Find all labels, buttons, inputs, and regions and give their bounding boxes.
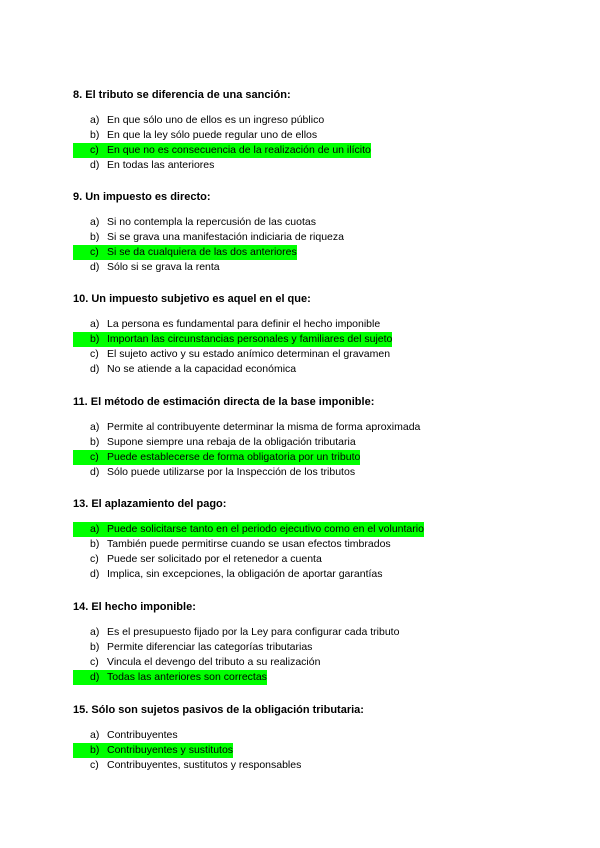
option-item <box>73 215 344 230</box>
option-letter: b) <box>90 231 100 243</box>
option-item <box>73 758 364 773</box>
option-letter: d) <box>90 363 100 375</box>
option-text: Implica, sin excepciones, la obligación de aportar garantías <box>107 568 383 580</box>
option-text: En que la ley sólo puede regular uno de ellos <box>107 129 318 141</box>
option-text: Permite al contribuyente determinar la misma de forma aproximada <box>107 421 421 433</box>
option-text: Contribuyentes <box>107 729 178 741</box>
option-list <box>73 317 392 377</box>
option-letter: a) <box>90 114 100 126</box>
option-text: Contribuyentes, sustitutos y responsables <box>107 759 302 771</box>
option-item <box>73 128 371 143</box>
question-title: 15. Sólo son sujetos pasivos de la obligación tributaria: <box>73 704 364 716</box>
option-text: Supone siempre una rebaja de la obligación tributaria <box>107 436 356 448</box>
option-letter: b) <box>90 129 100 141</box>
option-letter: c) <box>90 144 99 156</box>
option-item <box>73 317 392 332</box>
option-list <box>73 728 364 773</box>
question-11 <box>73 395 420 480</box>
question-15 <box>73 703 364 773</box>
option-text: El sujeto activo y su estado anímico determinan el gravamen <box>107 348 391 360</box>
option-letter: c) <box>90 451 99 463</box>
option-text: En que sólo uno de ellos es un ingreso público <box>107 114 325 126</box>
option-text: Puede ser solicitado por el retenedor a cuenta <box>107 553 322 565</box>
option-text: Sólo puede utilizarse por la Inspección de los tributos <box>107 466 356 478</box>
question-title: 14. El hecho imponible: <box>73 601 196 613</box>
option-letter: a) <box>90 729 100 741</box>
option-item <box>73 670 267 685</box>
option-text: Si no contempla la repercusión de las cuotas <box>107 216 316 228</box>
question-14 <box>73 600 399 685</box>
option-text: En todas las anteriores <box>107 159 215 171</box>
option-list <box>73 625 399 685</box>
option-text: No se atiende a la capacidad económica <box>107 363 297 375</box>
option-item <box>73 332 392 347</box>
option-letter: a) <box>90 626 100 638</box>
option-item <box>73 260 344 275</box>
option-list <box>73 420 420 480</box>
option-letter: d) <box>90 671 100 683</box>
option-letter: b) <box>90 744 100 756</box>
option-item <box>73 230 344 245</box>
option-item <box>73 347 392 362</box>
option-item <box>73 537 424 552</box>
option-letter: b) <box>90 333 100 345</box>
option-text: También puede permitirse cuando se usan efectos timbrados <box>107 538 391 550</box>
option-text: Puede establecerse de forma obligatoria por un tributo <box>107 451 361 463</box>
option-letter: c) <box>90 656 99 668</box>
option-letter: c) <box>90 759 99 771</box>
option-letter: c) <box>90 246 99 258</box>
option-text: Permite diferenciar las categorías tributarias <box>107 641 313 653</box>
option-item <box>73 362 392 377</box>
option-letter: a) <box>90 318 100 330</box>
option-item <box>73 625 399 640</box>
option-letter: d) <box>90 568 100 580</box>
option-letter: a) <box>90 216 100 228</box>
option-item <box>73 743 233 758</box>
question-title: 9. Un impuesto es directo: <box>73 191 211 203</box>
option-letter: a) <box>90 421 100 433</box>
question-title: 13. El aplazamiento del pago: <box>73 498 227 510</box>
option-text: En que no es consecuencia de la realización de un ilícito <box>107 144 371 156</box>
option-text: Todas las anteriores son correctas <box>107 671 267 683</box>
option-item <box>73 158 371 173</box>
option-letter: d) <box>90 261 100 273</box>
option-item <box>73 728 364 743</box>
question-title: 8. El tributo se diferencia de una sanción: <box>73 89 291 101</box>
option-text: Importan las circunstancias personales y familiares del sujeto <box>107 333 393 345</box>
option-text: Si se da cualquiera de las dos anteriores <box>107 246 297 258</box>
question-9 <box>73 190 344 275</box>
option-letter: c) <box>90 348 99 360</box>
option-item <box>73 567 424 582</box>
option-item <box>73 435 420 450</box>
option-text: Es el presupuesto fijado por la Ley para configurar cada tributo <box>107 626 400 638</box>
option-item <box>73 640 399 655</box>
option-item <box>73 655 399 670</box>
option-text: Vincula el devengo del tributo a su realización <box>107 656 321 668</box>
option-text: Contribuyentes y sustitutos <box>107 744 234 756</box>
option-item <box>73 245 297 260</box>
option-letter: c) <box>90 553 99 565</box>
option-item <box>73 420 420 435</box>
option-text: Sólo si se grava la renta <box>107 261 220 273</box>
option-text: La persona es fundamental para definir el hecho imponible <box>107 318 381 330</box>
question-title: 10. Un impuesto subjetivo es aquel en el que: <box>73 293 311 305</box>
option-letter: b) <box>90 641 100 653</box>
option-letter: b) <box>90 436 100 448</box>
option-item <box>73 450 360 465</box>
question-10 <box>73 292 392 377</box>
option-item <box>73 522 424 537</box>
option-item <box>73 552 424 567</box>
option-item <box>73 113 371 128</box>
option-list <box>73 522 424 582</box>
question-title: 11. El método de estimación directa de la base imponible: <box>73 396 375 408</box>
option-list <box>73 215 344 275</box>
option-list <box>73 113 371 173</box>
question-8 <box>73 88 371 173</box>
option-letter: b) <box>90 538 100 550</box>
option-text: Puede solicitarse tanto en el periodo ejecutivo como en el voluntario <box>107 523 424 535</box>
question-13 <box>73 497 424 582</box>
option-text: Si se grava una manifestación indiciaria de riqueza <box>107 231 344 243</box>
option-letter: d) <box>90 466 100 478</box>
option-letter: a) <box>90 523 100 535</box>
option-item <box>73 465 420 480</box>
option-letter: d) <box>90 159 100 171</box>
option-item <box>73 143 371 158</box>
